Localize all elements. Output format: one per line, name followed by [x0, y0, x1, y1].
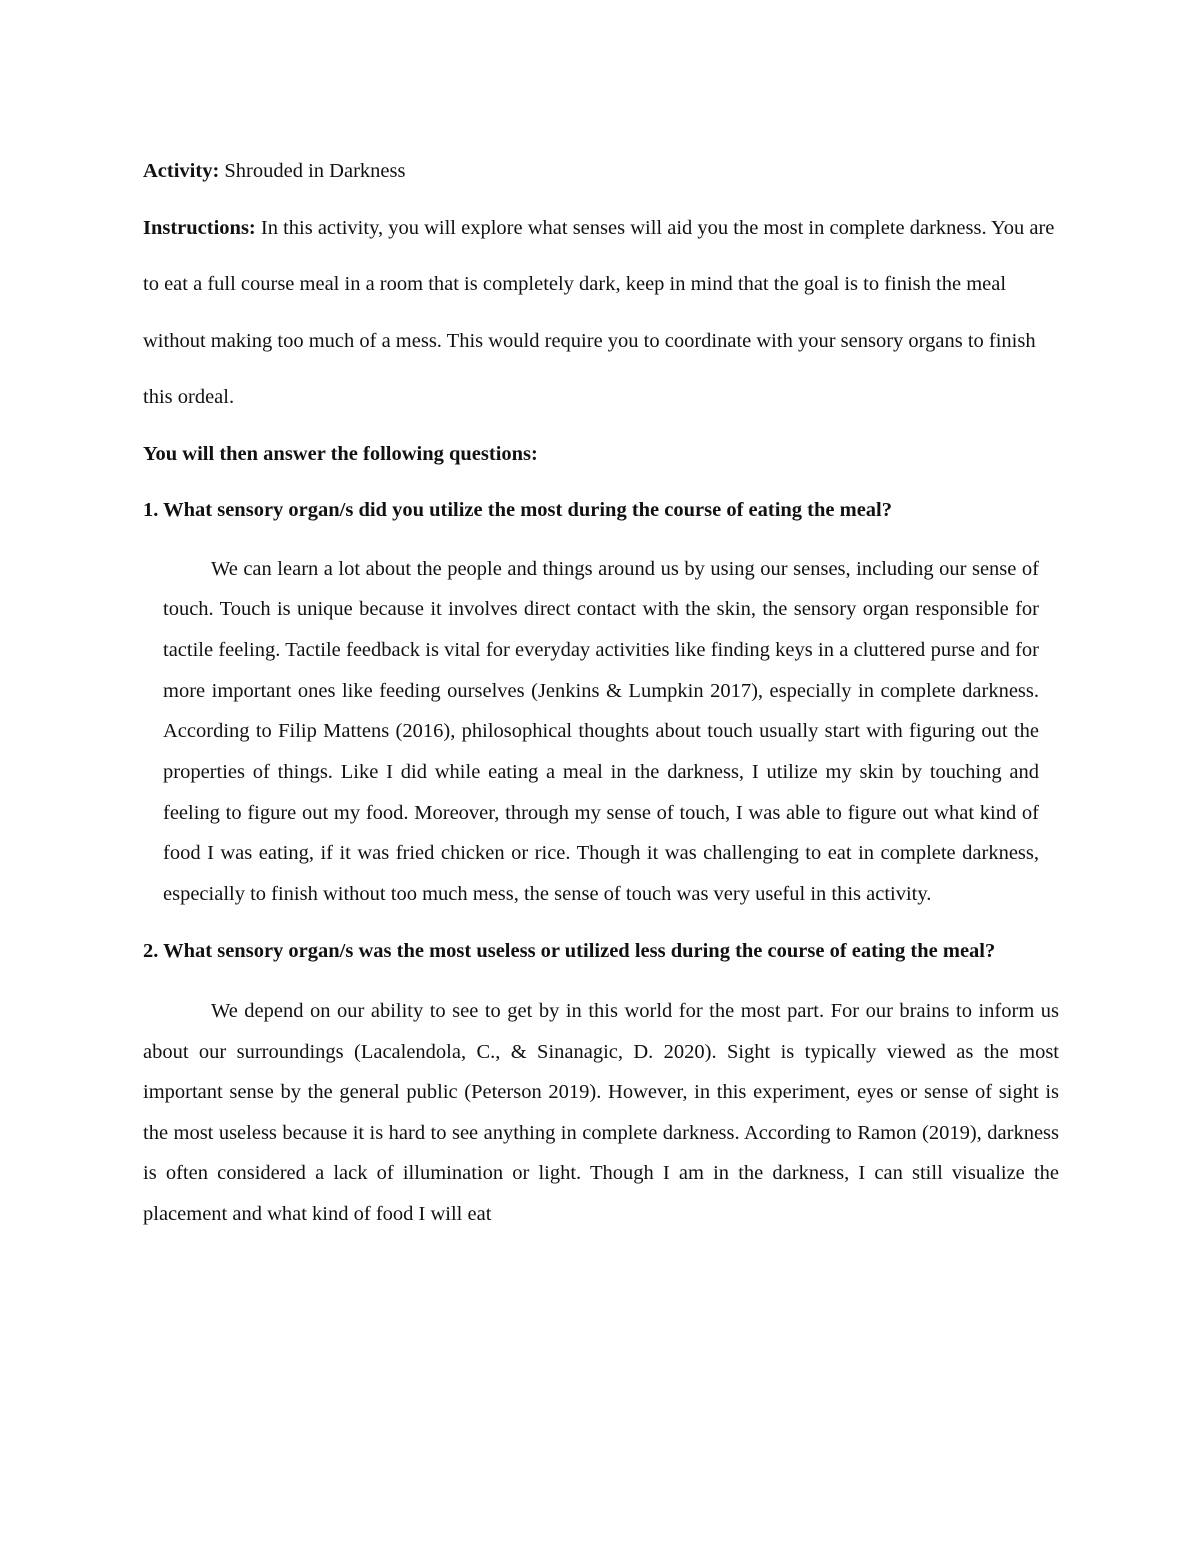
- instructions-paragraph: [143, 200, 1059, 426]
- instructions-text: In this activity, you will explore what senses will aid you the most in complete darkness. You are to eat a full course meal in a room that is completely dark, keep in mind that the goal is to finish the meal without making too much of a mess. This would require you to coordinate with your sensory organs to finish this ordeal.: [143, 216, 1055, 408]
- instructions-label: Instructions:: [143, 216, 256, 239]
- question-2-heading: 2. What sensory organ/s was the most useless or utilized less during the course of eating the meal?: [143, 939, 996, 962]
- document-body: [143, 143, 1059, 1234]
- activity-title: Shrouded in Darkness: [224, 160, 406, 182]
- question-1-answer: We can learn a lot about the people and things around us by using our senses, including our sense of touch. Touch is unique because it involves direct contact with the skin, the sensory organ responsible for tactile feeling. Tactile feedback is vital for everyday activities like finding keys in a cluttered purse and for more important ones like feeding ourselves (Jenkins & Lumpkin 2017), especially in complete darkness. According to Filip Mattens (2016), philosophical thoughts about touch usually start with figuring out the properties of things. Like I did while eating a meal in the darkness, I utilize my skin by touching and feeling to figure out my food. Moreover, through my sense of touch, I was able to figure out what kind of food I was eating, if it was fried chicken or rice. Though it was challenging to eat in complete darkness, especially to finish without too much mess, the sense of touch was very useful in this activity.: [163, 557, 1039, 906]
- activity-line: [143, 143, 1059, 200]
- question-1-heading: 1. What sensory organ/s did you utilize the most during the course of eating the meal?: [143, 499, 893, 521]
- activity-label: Activity:: [143, 160, 220, 182]
- question-2-answer: We depend on our ability to see to get by in this world for the most part. For our brains to inform us about our surroundings (Lacalendola, C., & Sinanagic, D. 2020). Sight is typically viewed as the most important sense by the general public (Peterson 2019). However, in this experiment, eyes or sense of sight is the most useless because it is hard to see anything in complete darkness. According to Ramon (2019), darkness is often considered a lack of illumination or light. Though I am in the darkness, I can still visualize the placement and what kind of food I will eat: [143, 1000, 1059, 1225]
- questions-prompt: You will then answer the following questions:: [143, 442, 538, 465]
